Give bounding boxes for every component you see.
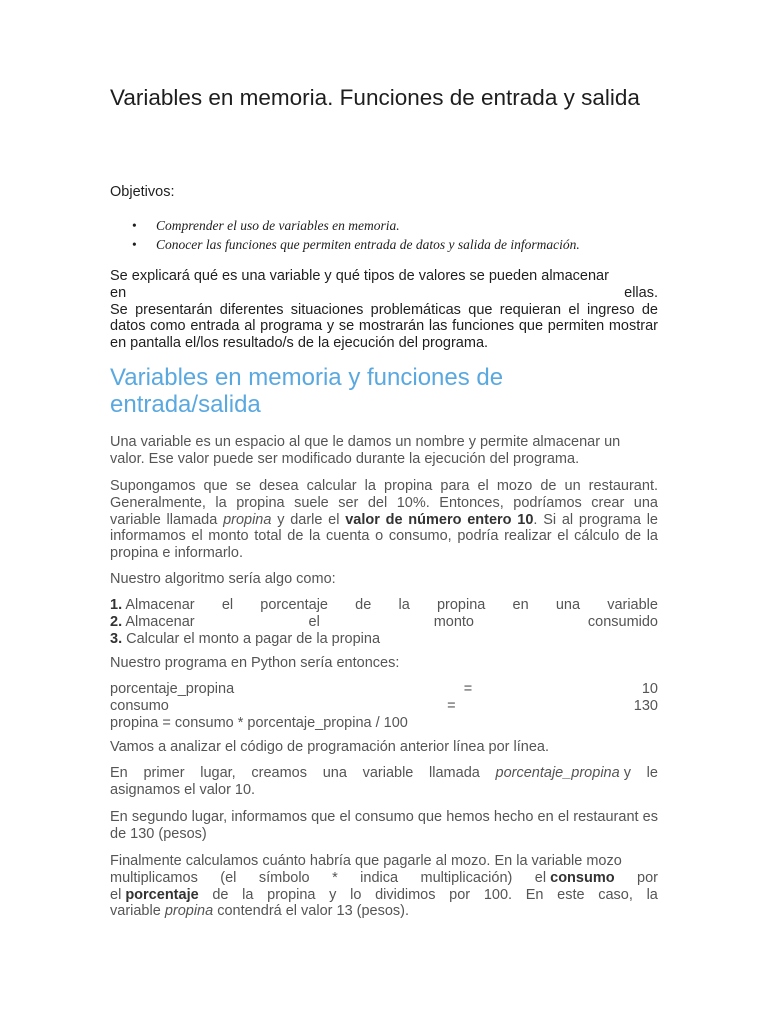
document-title: Variables en memoria. Funciones de entrada y salida [110,85,640,110]
intro-line: Se explicará qué es una variable y qué tipos de valores se pueden almacenar [110,268,609,284]
objectives-list [110,216,670,254]
objective-item: • Conocer las funciones que permiten entrada de datos y salida de información. [110,235,670,254]
paragraph-analysis-intro: Vamos a analizar el código de programación anterior línea por línea. [110,739,550,755]
paragraph-first-step: En primer lugar, creamos una variable llamada porcentaje_propina y le asignamos el valor 10. [110,765,658,798]
objective-item: • Comprender el uso de variables en memoria. [110,216,670,235]
paragraph-final-step: Finalmente calculamos cuánto habría que pagarle al mozo. En la variable mozo multiplicamos (el símbolo * indica multiplicación) el consumo por el porcentaje de la propina y lo dividimos por 100. En este caso, la variable propina contendrá el valor 13 (pesos). [110,853,658,920]
step-1: 1. Almacenar el porcentaje de la propina en una variable [110,597,658,613]
code-line: consumo = 130 [110,697,658,714]
paragraph-propina-example: Supongamos que se desea calcular la propina para el mozo de un restaurant. Generalmente, la propina suele ser del 10%. Entonces, podríamos crear una variable llamada propina y darle el valor de número entero 10. Si al programa le informamos el monto total de la cuenta o consumo, podría realizar el cálculo de la propina e informarlo. [110,478,658,562]
paragraph-algorithm-intro: Nuestro algoritmo sería algo como: [110,571,336,587]
section-heading: Variables en memoria y funciones de entrada/salida [110,364,504,418]
intro-line: en ellas. [110,284,658,301]
intro-rest: Se presentarán diferentes situaciones problemáticas que requieran el ingreso de datos como entrada al programa y se mostrarán las funciones que permiten mostrar en pantalla el/los resultado/s de la ejecución del programa. [110,301,658,352]
code-block [110,681,658,731]
paragraph-second-step: En segundo lugar, informamos que el consumo que hemos hecho en el restaurant es de 130 (pesos) [110,809,658,842]
intro-paragraph [110,268,658,352]
objectives-label: Objetivos: [110,184,175,200]
code-line: propina = consumo * porcentaje_propina / 100 [110,714,408,731]
paragraph-python-intro: Nuestro programa en Python sería entonces: [110,655,400,671]
step-3: 3. Calcular el monto a pagar de la propina [110,630,381,647]
code-line: porcentaje_propina = 10 [110,681,658,697]
algorithm-steps [110,597,658,647]
step-2: 2. Almacenar el monto consumido [110,613,658,630]
paragraph-variable-definition: Una variable es un espacio al que le damos un nombre y permite almacenar un valor. Ese valor puede ser modificado durante la ejecución del programa. [110,434,621,467]
